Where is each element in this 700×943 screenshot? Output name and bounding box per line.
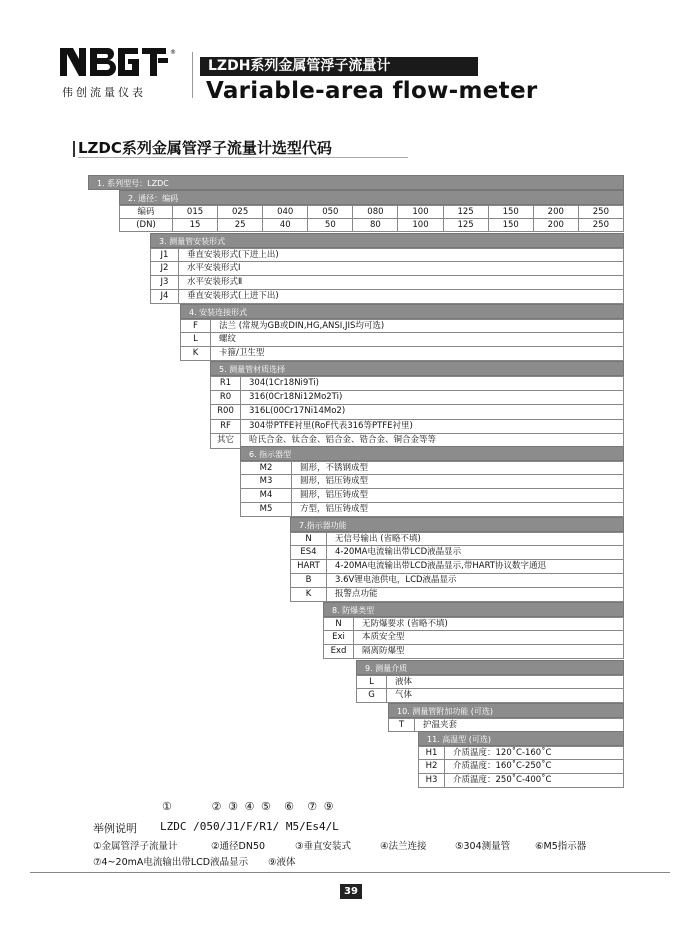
option-code: G: [357, 689, 387, 702]
group-4-header: 4. 安装连接形式: [180, 304, 624, 319]
option-description: 316(0Cr18Ni12Mo2Ti): [249, 391, 343, 402]
group-1-header: 1. 系列型号：LZDC: [88, 175, 624, 190]
group-7-option: [290, 588, 624, 602]
group-3-option: [150, 290, 624, 304]
option-description: 水平安装形式Ⅱ: [187, 277, 243, 287]
group-9-header: 9. 测量介质: [356, 660, 624, 675]
brand-subtitle: 伟创流量仪表: [62, 86, 146, 99]
option-code: R0: [211, 391, 241, 405]
legend-5: ⑤304测量管: [455, 841, 511, 852]
option-description: 螺纹: [219, 334, 237, 344]
section-title: LZDC系列金属管浮子流量计选型代码: [78, 139, 332, 157]
option-description: 垂直安装形式(上进下出): [187, 291, 279, 301]
group-8-option: [323, 631, 624, 645]
option-description: 304带PTFE衬里(RoF代表316等PTFE衬里): [249, 420, 413, 431]
group-8-header: 8. 防爆类型: [323, 602, 624, 617]
group-3-header: 3. 测量管安装形式: [150, 233, 624, 248]
option-code: N: [291, 533, 327, 545]
option-code: J2: [151, 262, 179, 275]
option-description: 3.6V锂电池供电，LCD液晶显示: [335, 575, 457, 585]
group-11-header: 11. 高温型 (可选): [418, 731, 624, 746]
dn-label: (DN): [136, 220, 156, 230]
option-code: K: [181, 347, 211, 360]
header-divider: [192, 52, 193, 98]
group-3-option: [150, 276, 624, 290]
diameter-code-cell: 015: [172, 206, 217, 218]
diameter-value-cell: 80: [352, 219, 397, 231]
option-description: 无防爆要求 (省略不填): [362, 619, 448, 629]
option-code: M4: [241, 489, 292, 502]
group-4-option: [180, 319, 624, 333]
diameter-value-cell: 25: [217, 219, 262, 231]
option-code: N: [324, 618, 354, 630]
diameter-value-cell: 150: [488, 219, 533, 231]
page-number: 39: [340, 884, 362, 899]
header-title-cn: LZDH系列金属管浮子流量计: [200, 57, 478, 76]
diameter-code-cell: 250: [578, 206, 623, 218]
group-9-option: [356, 689, 624, 703]
option-code: B: [291, 574, 327, 587]
group-7-option: [290, 560, 624, 574]
option-description: 304(1Cr18Ni9Ti): [249, 378, 319, 388]
legend-2: ②通径DN50: [211, 841, 266, 852]
diameter-value-cell: 200: [533, 219, 578, 231]
option-code: ES4: [291, 546, 327, 559]
diameter-value-cell: 100: [397, 219, 442, 231]
group-8-option: [323, 617, 624, 631]
group-4-option: [180, 347, 624, 361]
option-description: 介质温度：250˚C-400˚C: [453, 775, 552, 785]
option-code: RF: [211, 420, 241, 434]
option-description: 圆形，铝压铸成型: [300, 476, 369, 486]
group-10-option: [388, 718, 624, 732]
option-code: Exi: [324, 631, 354, 644]
option-description: 圆形，铝压铸成型: [300, 490, 369, 500]
section-marker: [73, 141, 75, 157]
example-label: 举例说明: [93, 822, 137, 835]
option-code: F: [181, 320, 211, 332]
legend-9: ⑨液体: [268, 857, 296, 868]
option-code: M2: [241, 462, 292, 474]
option-description: 方型，铝压铸成型: [300, 504, 369, 514]
option-description: 介质温度：160˚C-250˚C: [453, 761, 552, 771]
option-code: R1: [211, 377, 241, 390]
diameter-code-cell: 150: [488, 206, 533, 218]
group-6-option: [240, 475, 624, 489]
diameter-code-cell: 040: [262, 206, 307, 218]
group-6-option: [240, 461, 624, 475]
group-6-option: [240, 489, 624, 503]
option-description: 4-20MA电流输出带LCD液晶显示: [335, 547, 462, 557]
diameter-table: [119, 205, 624, 232]
diameter-code-cell: 200: [533, 206, 578, 218]
group-11-option: [418, 760, 624, 774]
group-6-header: 6. 指示器型: [240, 446, 624, 461]
group-11-option: [418, 746, 624, 760]
diameter-value-cell: 40: [262, 219, 307, 231]
group-5-option: [210, 376, 624, 391]
group-3-option: [150, 262, 624, 276]
option-description: 水平安装形式Ⅰ: [187, 263, 241, 273]
group-10-header: 10. 测量管附加功能 (可选): [388, 703, 624, 718]
option-code: L: [181, 333, 211, 346]
option-description: 316L(00Cr17Ni14Mo2): [249, 406, 346, 416]
group-5-option: [210, 420, 624, 435]
group-5-option: [210, 391, 624, 406]
option-code: K: [291, 588, 327, 601]
option-code: Exd: [324, 645, 354, 658]
option-description: 介质温度：120˚C-160˚C: [453, 748, 552, 758]
example-code: LZDC /050/J1/F/R1/ M5/Es4/L: [160, 820, 339, 833]
option-code: T: [389, 719, 415, 731]
group-7-option: [290, 532, 624, 546]
option-code: J3: [151, 276, 179, 289]
code-label: 编码: [137, 207, 155, 217]
legend-3: ③垂直安装式: [295, 841, 352, 852]
svg-text:®: ®: [170, 49, 176, 56]
option-code: H2: [419, 760, 445, 773]
option-code: J1: [151, 249, 179, 261]
diameter-value-cell: 15: [172, 219, 217, 231]
option-code: M5: [241, 503, 292, 516]
legend-6: ⑥M5指示器: [535, 841, 587, 852]
group-7-option: [290, 574, 624, 588]
diameter-code-row: [120, 206, 623, 218]
option-description: 卡箍/卫生型: [219, 348, 265, 358]
option-code: M3: [241, 475, 292, 488]
diameter-code-cell: 100: [397, 206, 442, 218]
option-code: 其它: [211, 434, 241, 448]
group-11-option: [418, 774, 624, 788]
option-code: H3: [419, 774, 445, 787]
legend-1: ①金属管浮子流量计: [93, 841, 178, 852]
group-4-option: [180, 333, 624, 347]
option-code: HART: [291, 560, 327, 573]
option-code: J4: [151, 290, 179, 303]
option-description: 气体: [395, 690, 413, 700]
group-9-option: [356, 675, 624, 689]
option-code: L: [357, 676, 387, 688]
option-code: H1: [419, 747, 445, 759]
group-8-option: [323, 645, 624, 659]
diameter-code-cell: 125: [443, 206, 488, 218]
group-5-option: [210, 405, 624, 420]
group-7-option: [290, 546, 624, 560]
group-7-header: 7.指示器功能: [290, 517, 624, 532]
diameter-value-cell: 250: [578, 219, 623, 231]
option-description: 垂直安装形式(下进上出): [187, 250, 279, 260]
option-description: 哈氏合金、钛合金、铝合金、锆合金、铜合金等等: [249, 435, 437, 445]
legend-4: ④法兰连接: [380, 841, 427, 852]
diameter-code-cell: 050: [307, 206, 352, 218]
option-description: 报警点功能: [335, 589, 378, 599]
diameter-value-cell: 125: [443, 219, 488, 231]
option-description: 圆形，不锈钢成型: [300, 463, 369, 473]
option-description: 无信号输出 (省略不填): [335, 534, 421, 544]
option-description: 液体: [395, 677, 413, 687]
diameter-code-cell: 025: [217, 206, 262, 218]
header-title-en: Variable-area flow-meter: [206, 78, 538, 104]
legend-7: ⑦4~20mA电流输出带LCD液晶显示: [93, 857, 249, 868]
group-6-option: [240, 503, 624, 517]
footer-rule: [30, 872, 670, 873]
option-description: 本质安全型: [362, 632, 405, 642]
option-description: 法兰 (常规为GB或DIN,HG,ANSI,JIS均可选): [219, 321, 385, 331]
diameter-value-row: [120, 218, 623, 231]
option-description: 护温夹套: [423, 720, 458, 730]
option-description: 4-20MA电流输出带LCD液晶显示,带HART协议数字通迅: [335, 561, 547, 571]
section-underline: [78, 157, 408, 158]
option-code: R00: [211, 405, 241, 419]
option-description: 隔离防爆型: [362, 646, 405, 656]
group-2-header: 2. 通径：编码: [119, 190, 624, 205]
group-5-header: 5. 测量管材质选择: [210, 361, 624, 376]
diameter-code-cell: 080: [352, 206, 397, 218]
example-circled-numbers: ① ② ③ ④ ⑤ ⑥ ⑦ ⑨: [162, 800, 334, 813]
diameter-value-cell: 50: [307, 219, 352, 231]
group-3-option: [150, 248, 624, 262]
